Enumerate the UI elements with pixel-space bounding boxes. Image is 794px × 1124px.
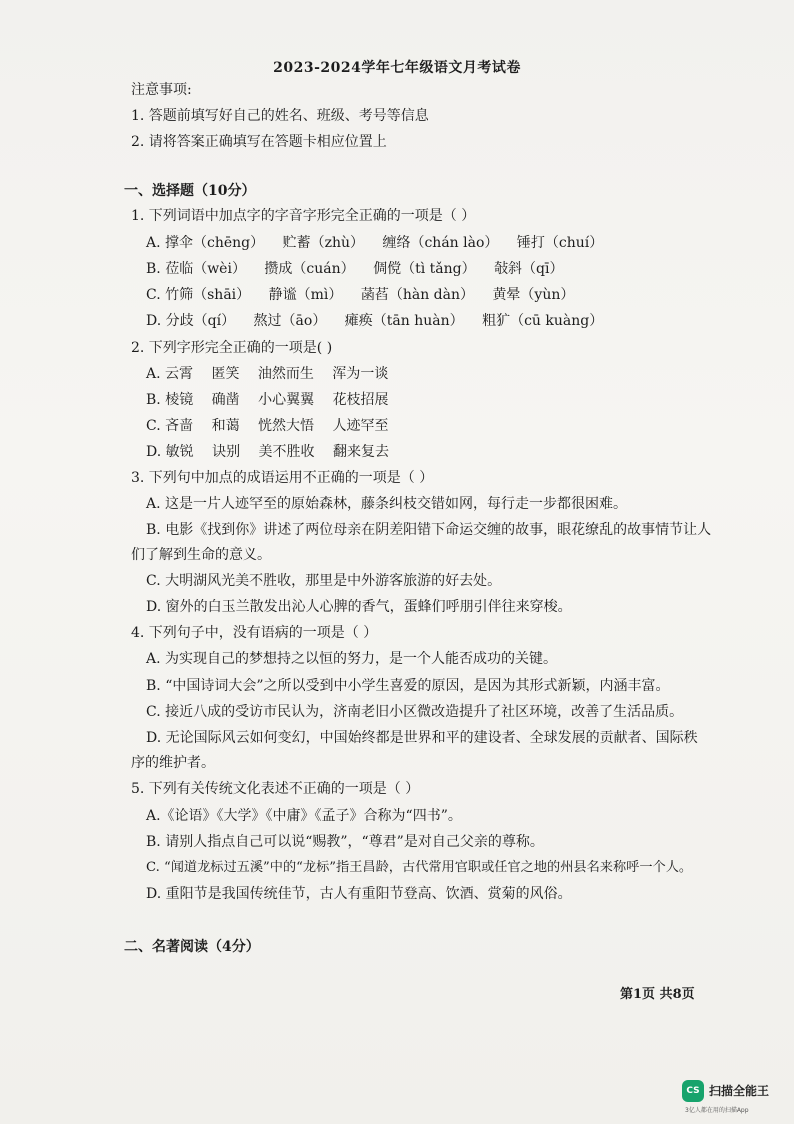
q5-option-a: A.《论语》《大学》《中庸》《孟子》合称为“四书”。 [146, 808, 462, 824]
page-title: 2023-2024学年七年级语文月考试卷 [273, 60, 521, 76]
q3-option-b: B. 电影《找到你》讲述了两位母亲在阴差阳错下命运交缠的故事，眼花缭乱的故事情节让人 [146, 522, 712, 538]
option-label: D. [146, 444, 162, 460]
q1-stem: 1. 下列词语中加点字的字音字形完全正确的一项是（ ） [131, 208, 476, 224]
option-word: 花枝招展 [332, 392, 389, 408]
option-word: 攒成（cuán） [264, 261, 355, 277]
q3-option-a: A. 这是一片人迹罕至的原始森林，藤条纠枝交错如网，每行走一步都很困难。 [146, 496, 628, 512]
q5-option-d: D. 重阳节是我国传统佳节，古人有重阳节登高、饮酒、赏菊的风俗。 [146, 886, 572, 902]
camscanner-logo-icon: CS [682, 1080, 704, 1102]
option-word: 确凿 [211, 392, 240, 408]
option-word: 敧斜（qī） [494, 261, 564, 277]
note-item-1: 1. 答题前填写好自己的姓名、班级、考号等信息 [131, 108, 429, 124]
option-word: 云霄 [165, 366, 194, 382]
q2-option-b [146, 390, 403, 410]
option-word: 菡萏（hàn dàn） [360, 287, 474, 303]
q4-option-c: C. 接近八成的受访市民认为，济南老旧小区微改造提升了社区环境，改善了生活品质。 [146, 704, 684, 720]
option-word: 油然而生 [257, 366, 314, 382]
q2-option-d [146, 442, 403, 462]
q4-option-b: B. “中国诗词大会”之所以受到中小学生喜爱的原因，是因为其形式新颖，内涵丰富。 [146, 678, 670, 694]
q1-option-c [146, 285, 588, 305]
option-word: 匿笑 [211, 366, 240, 382]
option-word: 倜傥（tì tǎng） [373, 261, 476, 277]
option-word: 诀别 [212, 444, 241, 460]
option-word: 棱镜 [165, 392, 194, 408]
option-label: C. [146, 418, 161, 434]
option-word: 锤打（chuí） [516, 235, 604, 251]
q5-option-b: B. 请别人指点自己可以说“赐教”，“尊君”是对自己父亲的尊称。 [146, 834, 544, 850]
q1-option-d [146, 311, 617, 331]
option-word: 粗犷（cū kuàng） [482, 313, 604, 329]
q3-option-d: D. 窗外的白玉兰散发出沁人心脾的香气，蛋蜂们呼朋引伴往来穿梭。 [146, 599, 572, 615]
section2-heading: 二、名著阅读（4分） [124, 939, 260, 955]
option-word: 缠络（chán lào） [382, 235, 499, 251]
option-word: 浑为一谈 [332, 366, 389, 382]
page-number: 第1页 共8页 [620, 987, 695, 1002]
q1-option-b [146, 259, 578, 279]
watermark-name: 扫描全能王 [709, 1084, 770, 1098]
option-word: 撑伞（chēng） [165, 235, 265, 251]
q2-option-a [146, 364, 402, 384]
q1-option-a [146, 233, 617, 253]
option-word: 翻来复去 [333, 444, 389, 460]
q4-option-d: D. 无论国际风云如何变幻，中国始终都是世界和平的建设者、全球发展的贡献者、国际秩 [146, 730, 698, 746]
option-label: B. [146, 392, 161, 408]
option-word: 熬过（āo） [253, 313, 327, 329]
option-word: 人迹罕至 [332, 418, 389, 434]
option-word: 小心翼翼 [258, 392, 315, 408]
q3-stem: 3. 下列句中加点的成语运用不正确的一项是（ ） [131, 470, 434, 486]
option-word: 美不胜收 [258, 444, 315, 460]
option-label: D. [146, 313, 162, 329]
section1-heading: 一、选择题（10分） [124, 183, 256, 199]
option-word: 莅临（wèi） [165, 261, 246, 277]
option-word: 静谧（mì） [268, 287, 343, 303]
q4-stem: 4. 下列句子中，没有语病的一项是（ ） [131, 625, 378, 641]
q4-option-d-cont: 序的维护者。 [131, 755, 215, 771]
q4-option-a: A. 为实现自己的梦想持之以恒的努力，是一个人能否成功的关键。 [146, 651, 558, 667]
q3-option-b-cont: 们了解到生命的意义。 [131, 547, 271, 563]
q3-option-c: C. 大明湖风光美不胜收，那里是中外游客旅游的好去处。 [146, 573, 502, 589]
option-word: 贮蓄（zhù） [282, 235, 365, 251]
scanner-watermark [682, 1080, 782, 1116]
note-item-2: 2. 请将答案正确填写在答题卡相应位置上 [131, 134, 387, 150]
option-word: 恍然大悟 [258, 418, 315, 434]
q5-stem: 5. 下列有关传统文化表述不正确的一项是（ ） [131, 781, 420, 797]
option-label: A. [146, 235, 161, 251]
option-word: 黄晕（yùn） [492, 287, 575, 303]
option-word: 瘫痪（tān huàn） [344, 313, 464, 329]
watermark-tagline: 3亿人都在用的扫描App [685, 1107, 749, 1114]
option-word: 敏锐 [165, 444, 194, 460]
option-word: 竹筛（shāi） [165, 287, 251, 303]
q2-stem: 2. 下列字形完全正确的一项是( ) [131, 340, 333, 356]
option-label: B. [146, 261, 161, 277]
q2-option-c [146, 416, 402, 436]
notes-heading: 注意事项: [131, 82, 192, 98]
q5-option-c: C. “闻道龙标过五溪”中的“龙标”指王昌龄，古代常用官职或任官之地的州县名来称呼一个人。 [146, 860, 693, 875]
option-label: C. [146, 287, 161, 303]
option-word: 吝啬 [165, 418, 194, 434]
option-label: A. [146, 366, 161, 382]
option-word: 分歧（qí） [165, 313, 236, 329]
option-word: 和蔼 [211, 418, 240, 434]
